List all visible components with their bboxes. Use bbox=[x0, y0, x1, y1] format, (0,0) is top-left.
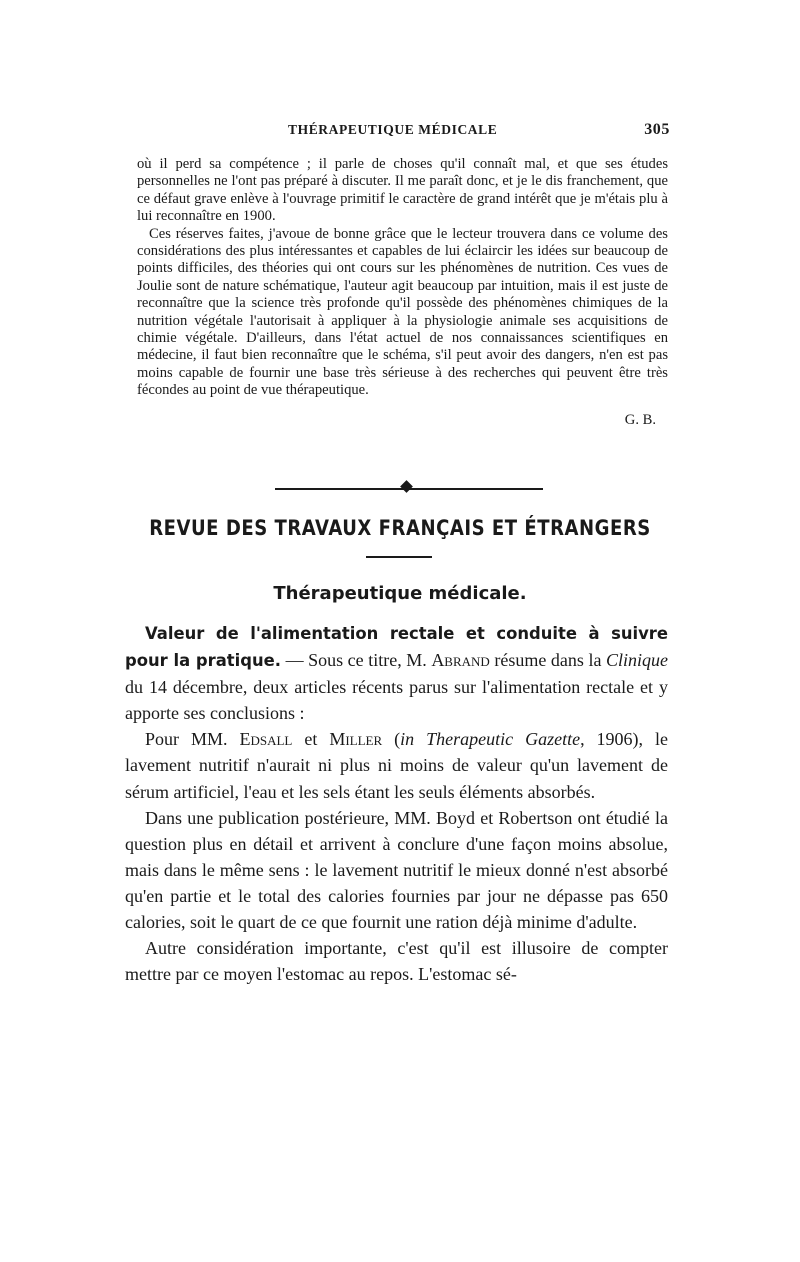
review-paragraph: Ces réserves faites, j'avoue de bonne grâce que le lecteur trouvera dans ce volume des considérations des plus intéressantes et capables de lui éclaircir les idées sur beaucoup de points difficiles, des théories qui ont cours sur les phénomènes de nutrition. Ces vues de Joulie sont de nature schématique, l'auteur agit beaucoup par intuition, mais il est juste de reconnaître que la science très profonde qu'il possède des phénomènes chimiques de la nutrition végétale l'autorisait à appliquer à la physiologie animale ses acquisitions de chimie végétale. D'ailleurs, dans l'état actuel de nos connaissances scientifiques en médecine, il faut bien reconnaître que le schéma, s'il peut avoir des dangers, n'en est pas moins capable de fournir une base très sérieuse à des recherches qui peuvent être très fécondes au point de vue thérapeutique. bbox=[137, 225, 668, 399]
article bbox=[125, 620, 668, 987]
author-name: Edsall bbox=[239, 729, 293, 750]
section-heading: REVUE DES TRAVAUX FRANÇAIS ET ÉTRANGERS bbox=[149, 516, 651, 540]
heading-underline bbox=[366, 556, 432, 558]
section-subheading: Thérapeutique médicale. bbox=[273, 583, 527, 604]
divider-ornament-icon bbox=[400, 480, 413, 493]
author-name: Miller bbox=[329, 729, 383, 750]
running-head bbox=[130, 122, 670, 142]
journal-name: Clinique bbox=[606, 650, 668, 671]
review-signature: G. B. bbox=[624, 411, 656, 428]
review-paragraph: où il perd sa compétence ; il parle de choses qu'il connaît mal, et que ses études personnelles ne l'ont pas préparé à discuter. Il me paraît donc, et je le dis franchement, que ce défaut grave enlève à l'ouvrage primitif le caractère de grand intérêt que je m'étais plu à lui reconnaître en 1900. bbox=[137, 156, 668, 225]
article-paragraph: Pour MM. Edsall et Miller (in Therapeutic Gazette, 1906), le lavement nutritif n'aurait ni plus ni moins de valeur qu'un lavement de sérum artificiel, l'eau et les sels étant les seuls éléments absorbés. bbox=[125, 729, 669, 802]
page-number: 305 bbox=[644, 121, 670, 138]
article-paragraph: Dans une publication postérieure, MM. Boyd et Robertson ont étudié la question plus en détail et arrivent à conclure d'une façon moins absolue, mais dans le même sens : le lavement nutritif le mieux donné n'est absorbé qu'en partie et le total des calories fournies par jour ne dépasse pas 650 calories, soit le quart de ce que fournit une ration déjà minime d'adulte. bbox=[125, 807, 668, 933]
article-paragraph: Valeur de l'alimentation rectale et conduite à suivre pour la pratique. — Sous ce titre, M. Abrand résume dans la Clinique du 14 décembre, deux articles récents parus sur l'alimentation rectale et y apporte ses conclusions : bbox=[125, 624, 668, 724]
author-name: Abrand bbox=[431, 650, 490, 671]
book-review-ending bbox=[137, 156, 668, 429]
article-paragraph: Autre considération importante, c'est qu'il est illusoire de compter mettre par ce moyen l'estomac au repos. L'estomac sé- bbox=[125, 938, 668, 985]
journal-name: in Therapeutic Gazette bbox=[400, 729, 581, 750]
running-title: THÉRAPEUTIQUE MÉDICALE bbox=[288, 122, 498, 137]
article-title: Valeur de l'alimentation rectale et conduite à suivre pour la pratique. bbox=[125, 624, 668, 671]
